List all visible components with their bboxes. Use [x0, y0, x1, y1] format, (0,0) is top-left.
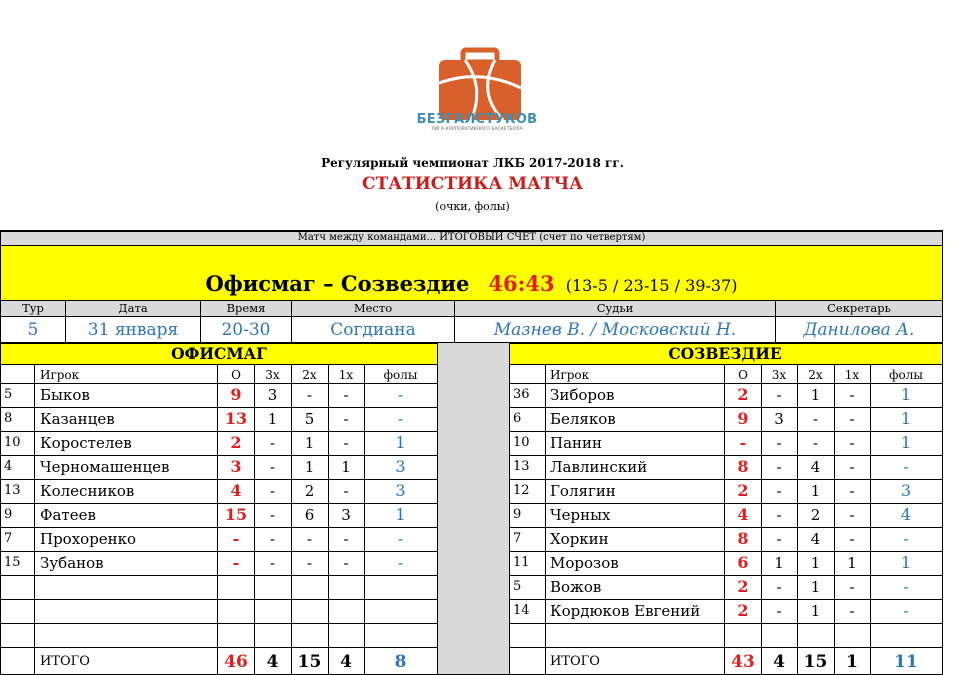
- referees-header: Судьи: [455, 301, 775, 316]
- left-player-ones: 1: [341, 458, 351, 476]
- right-player-threes: -: [776, 506, 782, 524]
- left-player-points: 3: [230, 457, 242, 476]
- right-col-fouls: фолы: [889, 368, 923, 382]
- left-player-points: 4: [230, 481, 242, 500]
- border-banner: [0, 300, 943, 301]
- left-player-threes: -: [269, 482, 276, 500]
- place-value: Согдиана: [330, 320, 416, 340]
- col-divider: [34, 364, 35, 675]
- right-player-fouls: -: [903, 457, 909, 476]
- right-player-number: 7: [513, 531, 522, 546]
- left-player-ones: -: [343, 434, 349, 452]
- right-player-ones: [834, 623, 870, 647]
- col-header-bottom: [0, 383, 437, 384]
- left-player-points: [218, 599, 254, 623]
- right-player-fouls: -: [903, 529, 909, 548]
- left-player-number: 4: [4, 459, 13, 474]
- left-player-name: Черномашенцев: [40, 458, 170, 476]
- time-header: Время: [201, 301, 291, 316]
- right-player-ones: -: [849, 602, 855, 620]
- row-line: [509, 455, 942, 456]
- left-player-points: 2: [230, 433, 242, 452]
- left-player-twos: -: [306, 386, 313, 404]
- right-player-twos: 1: [810, 578, 821, 596]
- left-player-points: -: [232, 553, 240, 572]
- right-player-points: 2: [737, 385, 749, 404]
- left-total-p2: 15: [297, 652, 322, 672]
- right-player-twos: 1: [810, 482, 821, 500]
- row-line: [509, 503, 942, 504]
- col-divider: [797, 364, 798, 675]
- left-player-fouls: -: [397, 385, 404, 404]
- left-player-fouls: [364, 623, 437, 647]
- left-player-ones: -: [343, 482, 349, 500]
- right-player-name: Панин: [550, 434, 603, 452]
- left-player-threes: [254, 623, 291, 647]
- right-player-points: -: [739, 433, 747, 452]
- right-player-ones: -: [849, 578, 855, 596]
- info-divider: [291, 300, 292, 342]
- left-col-ones: 1х: [338, 368, 354, 382]
- left-player-fouls: [364, 599, 437, 623]
- left-col-fouls: фолы: [383, 368, 418, 382]
- place-header: Место: [292, 301, 454, 316]
- left-col-player: Игрок: [40, 368, 80, 382]
- right-total-p3: 4: [773, 652, 785, 672]
- match-caption: Матч между командами... ИТОГОВЫЙ СЧЕТ (счет по четвертям): [1, 231, 942, 245]
- right-player-ones: -: [849, 434, 855, 452]
- info-divider: [775, 300, 776, 342]
- right-player-name: Зиборов: [550, 386, 615, 404]
- left-player-twos: [291, 599, 328, 623]
- left-player-fouls: -: [397, 553, 404, 572]
- left-col-twos: 2х: [302, 368, 317, 382]
- right-player-threes: -: [776, 602, 782, 620]
- right-col-threes: 3х: [771, 368, 787, 382]
- left-player-twos: -: [306, 530, 313, 548]
- col-header-bottom: [509, 383, 942, 384]
- left-player-threes: -: [269, 530, 276, 548]
- right-player-name: Хоркин: [550, 530, 609, 548]
- row-line: [509, 527, 942, 528]
- left-player-name: Фатеев: [40, 506, 96, 524]
- right-player-points: [725, 623, 761, 647]
- left-player-ones: [328, 623, 364, 647]
- right-player-number: 9: [513, 507, 522, 522]
- info-divider: [454, 300, 455, 342]
- right-player-name: Вожов: [550, 578, 602, 596]
- col-divider: [545, 364, 546, 675]
- right-player-threes: -: [776, 386, 782, 404]
- date-header: Дата: [66, 301, 200, 316]
- right-player-number: 36: [513, 387, 530, 402]
- col-divider: [870, 364, 871, 675]
- secretary-header: Секретарь: [776, 301, 942, 316]
- time-value: 20-30: [221, 320, 271, 340]
- left-player-twos: 5: [304, 410, 315, 428]
- left-player-threes: [254, 575, 291, 599]
- right-player-fouls: 1: [900, 385, 912, 404]
- right-player-ones: -: [849, 482, 855, 500]
- page-subtitle: (очки, фолы): [435, 200, 510, 213]
- row-line: [0, 647, 437, 648]
- right-player-fouls: [870, 623, 942, 647]
- left-player-twos: [291, 575, 328, 599]
- left-player-threes: -: [269, 458, 276, 476]
- left-player-number: [4, 599, 34, 623]
- left-player-name: [40, 575, 218, 599]
- right-player-twos: -: [812, 434, 819, 452]
- right-total-label: ИТОГО: [550, 654, 600, 669]
- right-player-twos: 1: [810, 386, 821, 404]
- left-player-ones: -: [343, 410, 349, 428]
- left-player-fouls: 1: [395, 505, 406, 524]
- left-player-twos: 2: [304, 482, 315, 500]
- border-top: [0, 230, 943, 232]
- left-player-twos: 1: [304, 434, 315, 452]
- right-player-points: 4: [737, 505, 749, 524]
- col-divider: [364, 364, 365, 675]
- right-total-pts: 43: [731, 652, 755, 672]
- right-player-points: 2: [737, 577, 749, 596]
- right-player-ones: 1: [847, 554, 857, 572]
- col-divider: [724, 364, 725, 675]
- left-player-ones: 3: [341, 506, 351, 524]
- table-edge: [437, 343, 438, 675]
- right-col-points: О: [738, 368, 748, 382]
- right-player-points: 2: [737, 601, 749, 620]
- right-player-points: 8: [737, 529, 749, 548]
- right-player-points: 6: [737, 553, 749, 572]
- left-player-name: Прохоренко: [40, 530, 137, 548]
- left-player-twos: [291, 623, 328, 647]
- left-player-name: Колесников: [40, 482, 135, 500]
- left-player-fouls: 3: [395, 457, 406, 476]
- left-player-number: [4, 575, 34, 599]
- right-player-number: 5: [513, 579, 522, 594]
- info-divider: [200, 300, 201, 342]
- right-player-ones: -: [849, 458, 855, 476]
- right-player-threes: 1: [774, 554, 784, 572]
- round-value: 5: [27, 320, 39, 340]
- right-player-name: Кордюков Евгений: [550, 602, 701, 620]
- right-player-number: 13: [513, 459, 530, 474]
- right-col-twos: 2х: [808, 368, 823, 382]
- right-total-f: 11: [894, 652, 918, 672]
- right-player-fouls: 1: [900, 409, 912, 428]
- right-player-threes: -: [776, 578, 782, 596]
- left-player-number: 15: [4, 555, 21, 570]
- row-line: [0, 503, 437, 504]
- right-player-fouls: 3: [900, 481, 912, 500]
- championship-title: Регулярный чемпионат ЛКБ 2017-2018 гг.: [321, 156, 624, 170]
- left-player-name: Зубанов: [40, 554, 104, 572]
- right-player-fouls: 1: [900, 433, 912, 452]
- left-total-f: 8: [394, 652, 407, 672]
- row-line: [0, 431, 437, 432]
- right-player-twos: 2: [810, 506, 821, 524]
- right-player-threes: -: [776, 434, 782, 452]
- right-player-twos: -: [812, 410, 819, 428]
- left-player-twos: 6: [304, 506, 315, 524]
- right-player-number: 14: [513, 603, 530, 618]
- match-teams: Офисмаг – Созвездие: [205, 271, 470, 296]
- left-player-name: Быков: [40, 386, 90, 404]
- left-player-fouls: -: [397, 409, 404, 428]
- right-player-fouls: -: [903, 601, 909, 620]
- left-player-points: 13: [224, 409, 248, 428]
- right-player-number: 10: [513, 435, 530, 450]
- page-title: СТАТИСТИКА МАТЧА: [362, 174, 583, 194]
- team-header-bottom: [0, 364, 437, 365]
- left-player-name: [40, 623, 218, 647]
- right-player-ones: -: [849, 386, 855, 404]
- row-line: [509, 623, 942, 624]
- left-player-twos: -: [306, 554, 313, 572]
- right-team-name: СОЗВЕЗДИЕ: [509, 343, 941, 364]
- right-player-points: 2: [737, 481, 749, 500]
- left-player-fouls: 3: [395, 481, 406, 500]
- row-line: [509, 431, 942, 432]
- left-player-ones: [328, 575, 364, 599]
- col-divider: [834, 364, 835, 675]
- left-player-number: 7: [4, 531, 13, 546]
- table-edge: [942, 343, 943, 675]
- table-top: [509, 343, 942, 344]
- right-player-twos: 4: [810, 458, 821, 476]
- right-player-name: [550, 623, 725, 647]
- left-player-number: 8: [4, 411, 13, 426]
- left-player-name: Казанцев: [40, 410, 115, 428]
- left-player-number: 13: [4, 483, 21, 498]
- right-col-player: Игрок: [550, 368, 590, 382]
- match-score: 46:43: [488, 271, 555, 296]
- right-player-name: Беляков: [550, 410, 616, 428]
- right-player-twos: 1: [810, 602, 821, 620]
- left-player-threes: [254, 599, 291, 623]
- date-value: 31 января: [87, 320, 179, 340]
- left-player-fouls: [364, 575, 437, 599]
- left-player-threes: -: [269, 434, 276, 452]
- right-player-name: Черных: [550, 506, 611, 524]
- right-player-points: 9: [737, 409, 749, 428]
- left-player-number: [4, 623, 34, 647]
- left-player-points: -: [232, 529, 240, 548]
- round-header: Тур: [1, 301, 65, 316]
- right-player-threes: 3: [774, 410, 784, 428]
- match-quarters: (13-5 / 23-15 / 39-37): [565, 276, 738, 295]
- right-player-fouls: -: [903, 577, 909, 596]
- right-player-ones: -: [849, 506, 855, 524]
- row-line: [0, 455, 437, 456]
- team-header-bottom: [509, 364, 942, 365]
- left-total-p1: 4: [340, 652, 352, 672]
- right-total-p1: 1: [846, 652, 858, 672]
- left-player-ones: [328, 599, 364, 623]
- col-divider: [291, 364, 292, 675]
- left-player-threes: 3: [267, 386, 278, 404]
- left-player-threes: -: [269, 554, 276, 572]
- secretary-value: Данилова А.: [803, 320, 915, 340]
- match-title: [1, 271, 942, 296]
- left-player-number: 5: [4, 387, 13, 402]
- left-player-threes: 1: [267, 410, 278, 428]
- referees-value: Мазнев В. / Московский Н.: [493, 320, 737, 340]
- right-player-fouls: 1: [900, 553, 912, 572]
- table-divider: [437, 343, 509, 675]
- row-line: [509, 647, 942, 648]
- right-player-name: Голягин: [550, 482, 616, 500]
- right-player-number: 6: [513, 411, 522, 426]
- logo-subtitle: ЛИГА КОРПОРАТИВНОГО БАСКЕТБОЛА: [431, 127, 523, 132]
- left-player-points: 15: [224, 505, 248, 524]
- right-total-p2: 15: [803, 652, 828, 672]
- left-col-threes: 3х: [265, 368, 280, 382]
- right-player-fouls: 4: [900, 505, 912, 524]
- left-total-label: ИТОГО: [40, 654, 90, 669]
- left-player-threes: -: [269, 506, 276, 524]
- table-top: [0, 343, 437, 344]
- table-edge: [0, 343, 1, 675]
- right-player-name: Лавлинский: [550, 458, 648, 476]
- row-line: [0, 551, 437, 552]
- col-divider: [217, 364, 218, 675]
- right-player-twos: [797, 623, 834, 647]
- right-player-number: [513, 623, 547, 647]
- left-player-name: [40, 599, 218, 623]
- left-player-twos: 1: [304, 458, 315, 476]
- right-player-threes: -: [776, 530, 782, 548]
- row-line: [509, 575, 942, 576]
- border-info-header: [0, 316, 943, 317]
- left-col-points: О: [231, 368, 241, 382]
- row-line: [509, 479, 942, 480]
- left-total-p3: 4: [266, 652, 279, 672]
- right-player-ones: -: [849, 410, 855, 428]
- right-player-points: 8: [737, 457, 749, 476]
- row-line: [509, 599, 942, 600]
- border-caption: [0, 245, 943, 246]
- right-player-threes: [761, 623, 797, 647]
- right-player-name: Морозов: [550, 554, 619, 572]
- left-player-ones: -: [343, 386, 349, 404]
- row-line: [509, 551, 942, 552]
- row-line: [0, 407, 437, 408]
- left-player-points: [218, 623, 254, 647]
- right-player-twos: 1: [810, 554, 821, 572]
- right-col-ones: 1х: [844, 368, 860, 382]
- left-player-name: Коростелев: [40, 434, 132, 452]
- left-player-points: [218, 575, 254, 599]
- left-total-pts: 46: [224, 652, 248, 672]
- left-player-number: 10: [4, 435, 21, 450]
- right-player-ones: -: [849, 530, 855, 548]
- info-divider: [65, 300, 66, 342]
- right-player-threes: -: [776, 458, 782, 476]
- left-player-fouls: -: [397, 529, 404, 548]
- right-player-twos: 4: [810, 530, 821, 548]
- col-divider: [254, 364, 255, 675]
- row-line: [0, 527, 437, 528]
- left-player-fouls: 1: [395, 433, 406, 452]
- row-line: [0, 623, 437, 624]
- col-divider: [328, 364, 329, 675]
- left-player-ones: -: [343, 530, 349, 548]
- col-divider: [761, 364, 762, 675]
- table-edge: [509, 343, 510, 675]
- left-player-ones: -: [343, 554, 349, 572]
- row-line: [0, 479, 437, 480]
- left-player-points: 9: [230, 385, 242, 404]
- row-line: [509, 407, 942, 408]
- row-line: [0, 599, 437, 600]
- right-player-threes: -: [776, 482, 782, 500]
- row-line: [0, 575, 437, 576]
- logo-name: БЕЗГАЛСТУКОВ: [416, 112, 538, 127]
- right-player-number: 12: [513, 483, 530, 498]
- left-team-name: ОФИСМАГ: [1, 343, 437, 364]
- right-player-number: 11: [513, 555, 530, 570]
- left-player-number: 9: [4, 507, 13, 522]
